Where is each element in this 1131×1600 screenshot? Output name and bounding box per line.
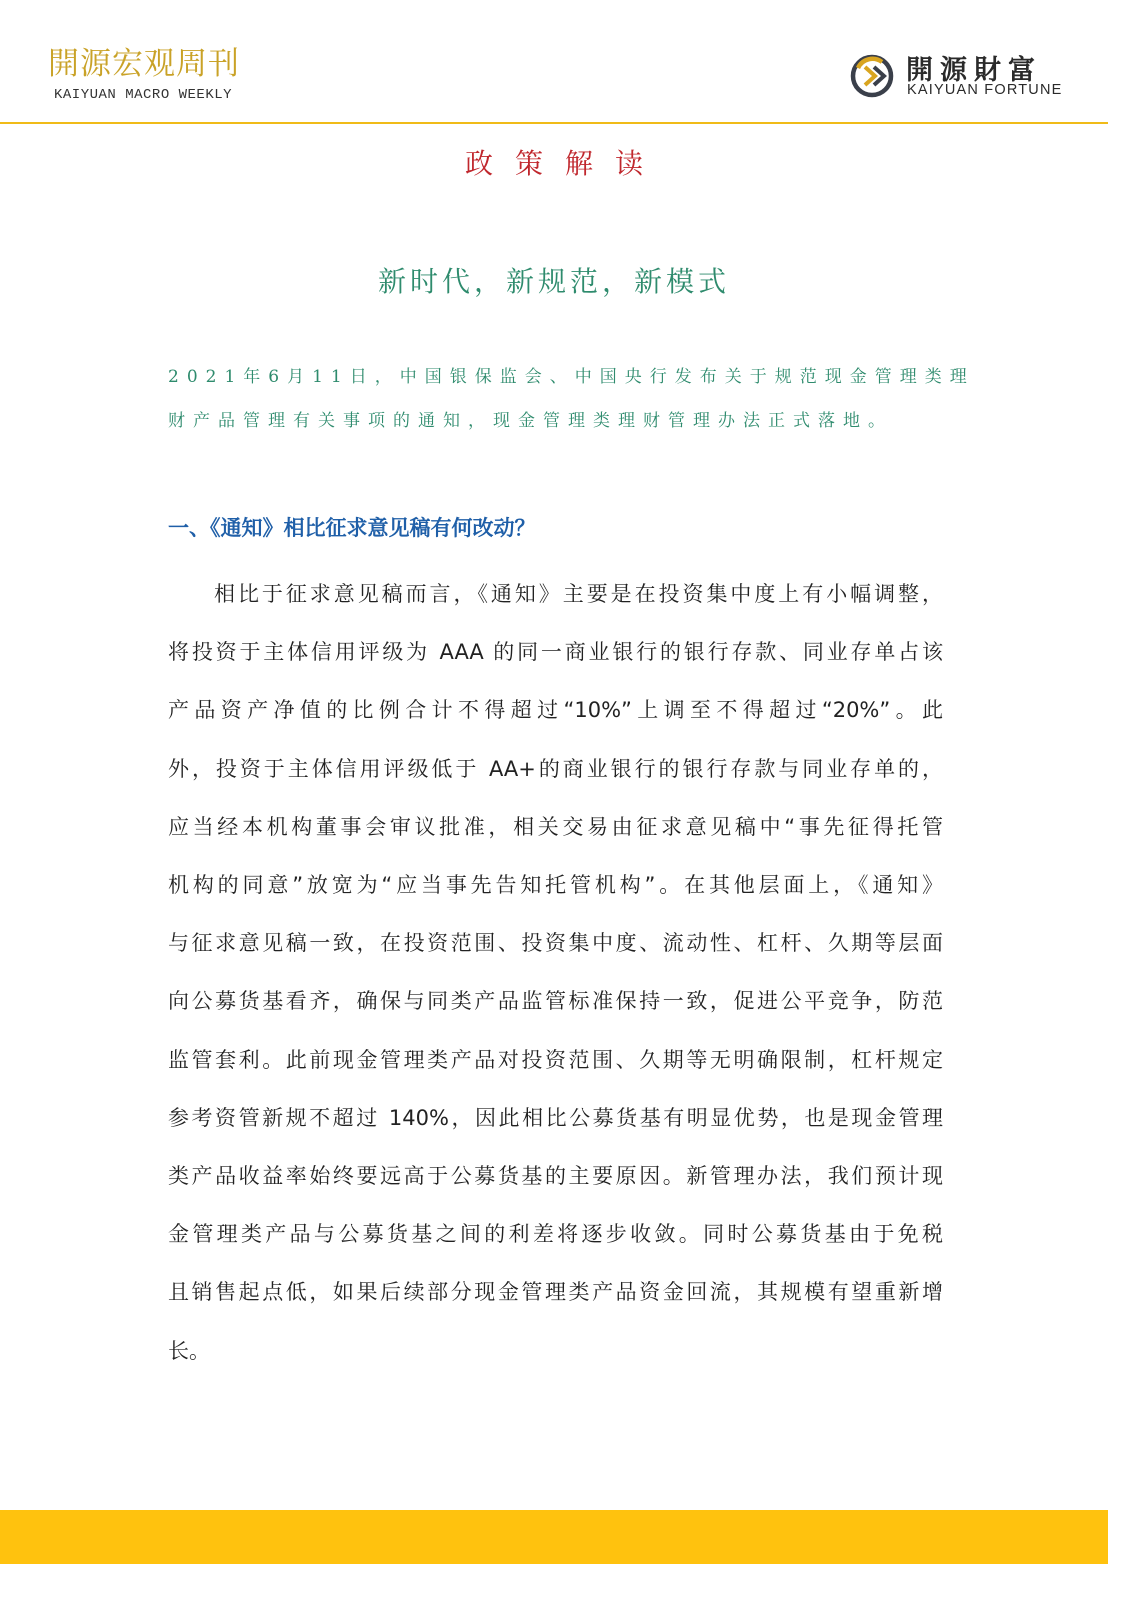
page-header [0,0,1131,124]
summary-line: 财产品管理有关事项的通知，现金管理类理财管理办法正式落地。 [168,411,893,431]
section-heading: 一、《通知》相比征求意见稿有何改动？ [168,516,536,540]
body-line: 监管套利。此前现金管理类产品对投资范围、久期等无明确限制，杠杆规定 [168,1047,943,1072]
body-line: 长。 [168,1338,210,1363]
section-label: 政策解读 [464,147,665,180]
logo-mark-icon [848,52,896,100]
footer-bar [0,1510,1108,1564]
logo-chinese-text: 開源財富 [906,55,1042,86]
summary-line: 2021年6月11日，中国银保监会、中国央行发布关于规范现金管理类理 [168,367,975,387]
body-line: 应当经本机构董事会审议批准，相关交易由征求意见稿中“事先征得托管 [168,814,943,839]
body-line: 产品资产净值的比例合计不得超过“10%”上调至不得超过“20%”。此 [168,698,943,723]
article-headline: 新时代，新规范，新模式 [377,265,730,298]
kaiyuan-fortune-logo [848,48,1078,104]
body-line: 将投资于主体信用评级为 AAA 的同一商业银行的银行存款、同业存单占该 [168,640,943,665]
body-line: 金管理类产品与公募货基之间的利差将逐步收敛。同时公募货基由于免税 [168,1222,943,1247]
body-line: 类产品收益率始终要远高于公募货基的主要原因。新管理办法，我们预计现 [168,1164,943,1189]
header-divider [0,122,1108,124]
body-line: 且销售起点低，如果后续部分现金管理类产品资金回流，其规模有望重新增 [168,1280,943,1305]
body-line: 相比于征求意见稿而言，《通知》主要是在投资集中度上有小幅调整， [214,582,943,606]
body-line: 与征求意见稿一致，在投资范围、投资集中度、流动性、杠杆、久期等层面 [168,931,943,956]
publication-title: 開源宏观周刊 [48,46,240,82]
publication-subtitle: KAIYUAN MACRO WEEKLY [54,87,233,103]
article-summary [168,355,975,443]
body-paragraph [168,565,943,1380]
logo-english-text: KAIYUAN FORTUNE [907,82,1063,98]
body-line: 机构的同意”放宽为“应当事先告知托管机构”。在其他层面上，《通知》 [168,873,943,898]
body-line: 参考资管新规不超过 140%，因此相比公募货基有明显优势，也是现金管理 [168,1105,943,1130]
body-line: 外，投资于主体信用评级低于 AA+的商业银行的银行存款与同业存单的， [168,756,943,781]
body-line: 向公募货基看齐，确保与同类产品监管标准保持一致，促进公平竞争，防范 [168,989,943,1014]
